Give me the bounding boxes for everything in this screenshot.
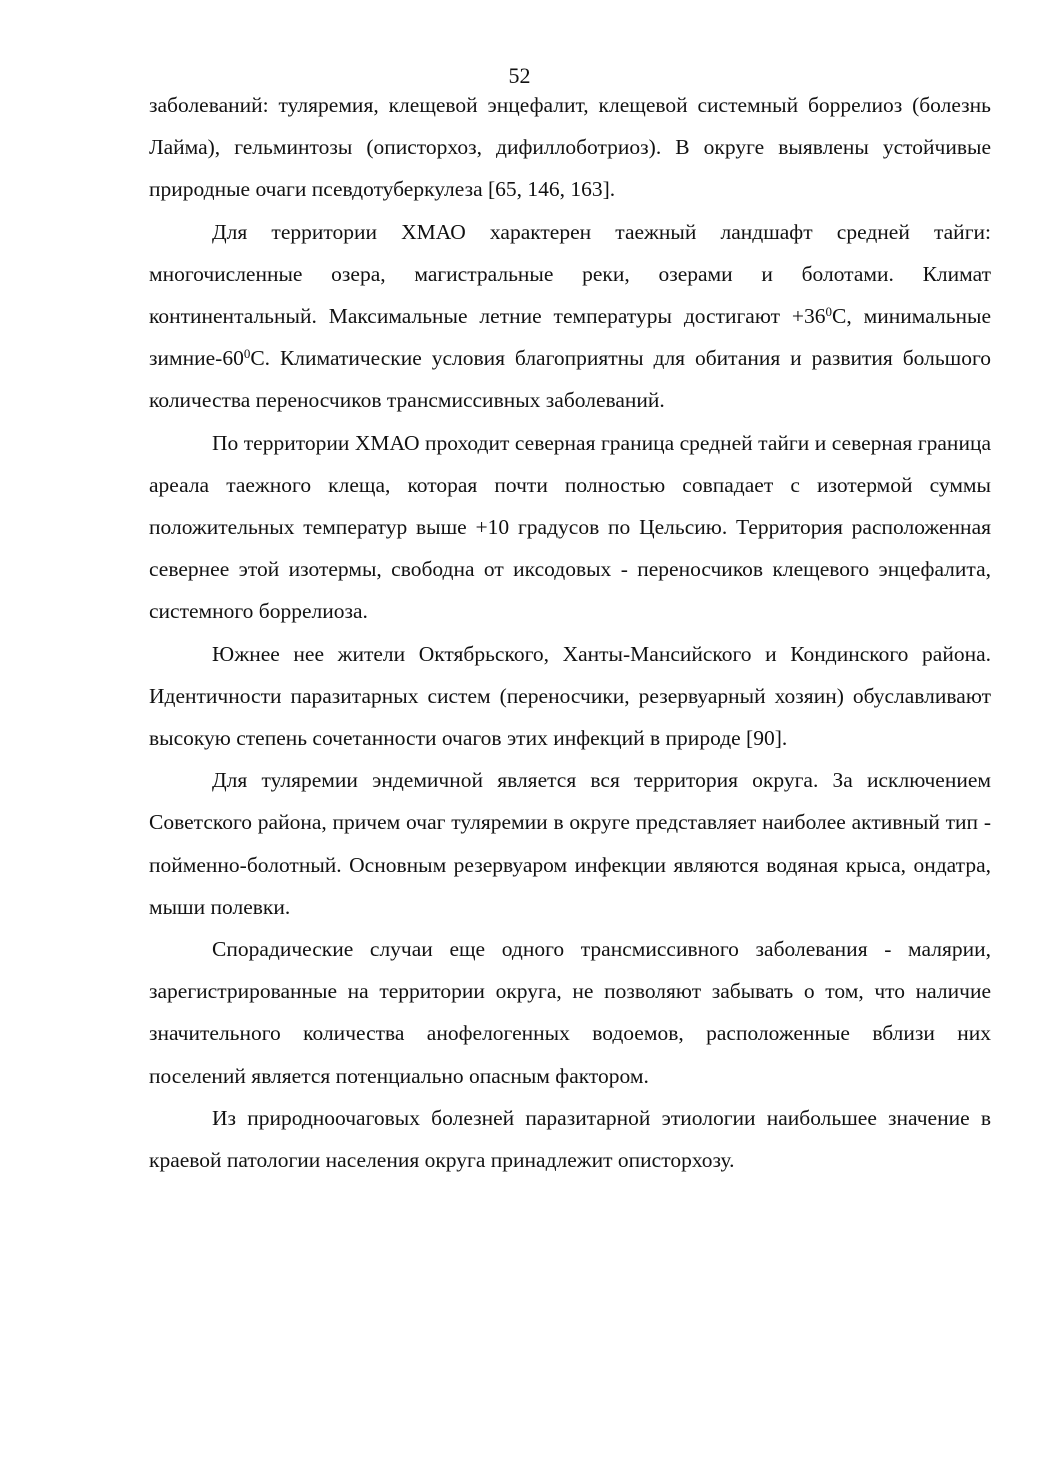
paragraph-text: По территории ХМАО проходит северная граница средней тайги и северная граница ареала таежного клеща, которая почти полностью совпадает с изотермой суммы положительных температур выше +10 градусов по Цельсию. Территория расположенная севернее этой изотермы, свободна от иксодовых - переносчиков клещевого энцефалита, системного боррелиоза.: [149, 430, 991, 624]
paragraph-text: Для территории ХМАО характерен таежный ландшафт средней тайги: многочисленные озера, магистральные реки, озерами и болотами. Климат континентальный. Максимальные летние температуры достигают +36: [149, 219, 991, 329]
paragraph: [149, 211, 991, 422]
paragraph-text: Спорадические случаи еще одного трансмиссивного заболевания - малярии, зарегистрированные на территории округа, не позволяют забывать о том, что наличие значительного количества анофелогенных водоемов, расположенные вблизи них поселений является потенциально опасным фактором.: [149, 937, 991, 1088]
paragraph-text: заболеваний: туляремия, клещевой энцефалит, клещевой системный боррелиоз (болезнь Лайма), гельминтозы (описторхоз, дифиллоботриоз). В округе выявлены устойчивые природные очаги псевдотуберкулеза [65, 146, 163].: [149, 93, 991, 202]
page-number: 52: [508, 63, 531, 88]
paragraph-text: Южнее нее жители Октябрьского, Ханты-Мансийского и Кондинского района. Идентичности паразитарных систем (переносчики, резервуарный хозяин) обуславливают высокую степень сочетанности очагов этих инфекций в природе [90].: [149, 641, 991, 751]
paragraph: [149, 1097, 991, 1181]
paragraph: [149, 928, 991, 1097]
superscript: 0: [243, 346, 251, 362]
paragraph: [149, 84, 991, 211]
paragraph: [149, 633, 991, 760]
paragraph-text: Из природноочаговых болезней паразитарной этиологии наибольшее значение в краевой патологии населения округа принадлежит описторхозу.: [149, 1105, 991, 1173]
paragraph: [149, 422, 991, 633]
paragraph-text: С. Климатические условия благоприятны для обитания и развития большого количества переносчиков трансмиссивных заболеваний.: [149, 346, 991, 413]
paragraph-text: С, минимальные зимние-60: [149, 304, 991, 371]
body-text: [149, 84, 991, 1181]
superscript: 0: [825, 303, 833, 319]
paragraph: [149, 759, 991, 928]
paragraph-text: Для туляремии эндемичной является вся территория округа. За исключением Советского района, причем очаг туляремии в округе представляет наиболее активный тип - пойменно-болотный. Основным резервуаром инфекции являются водяная крыса, ондатра, мыши полевки.: [149, 768, 991, 919]
